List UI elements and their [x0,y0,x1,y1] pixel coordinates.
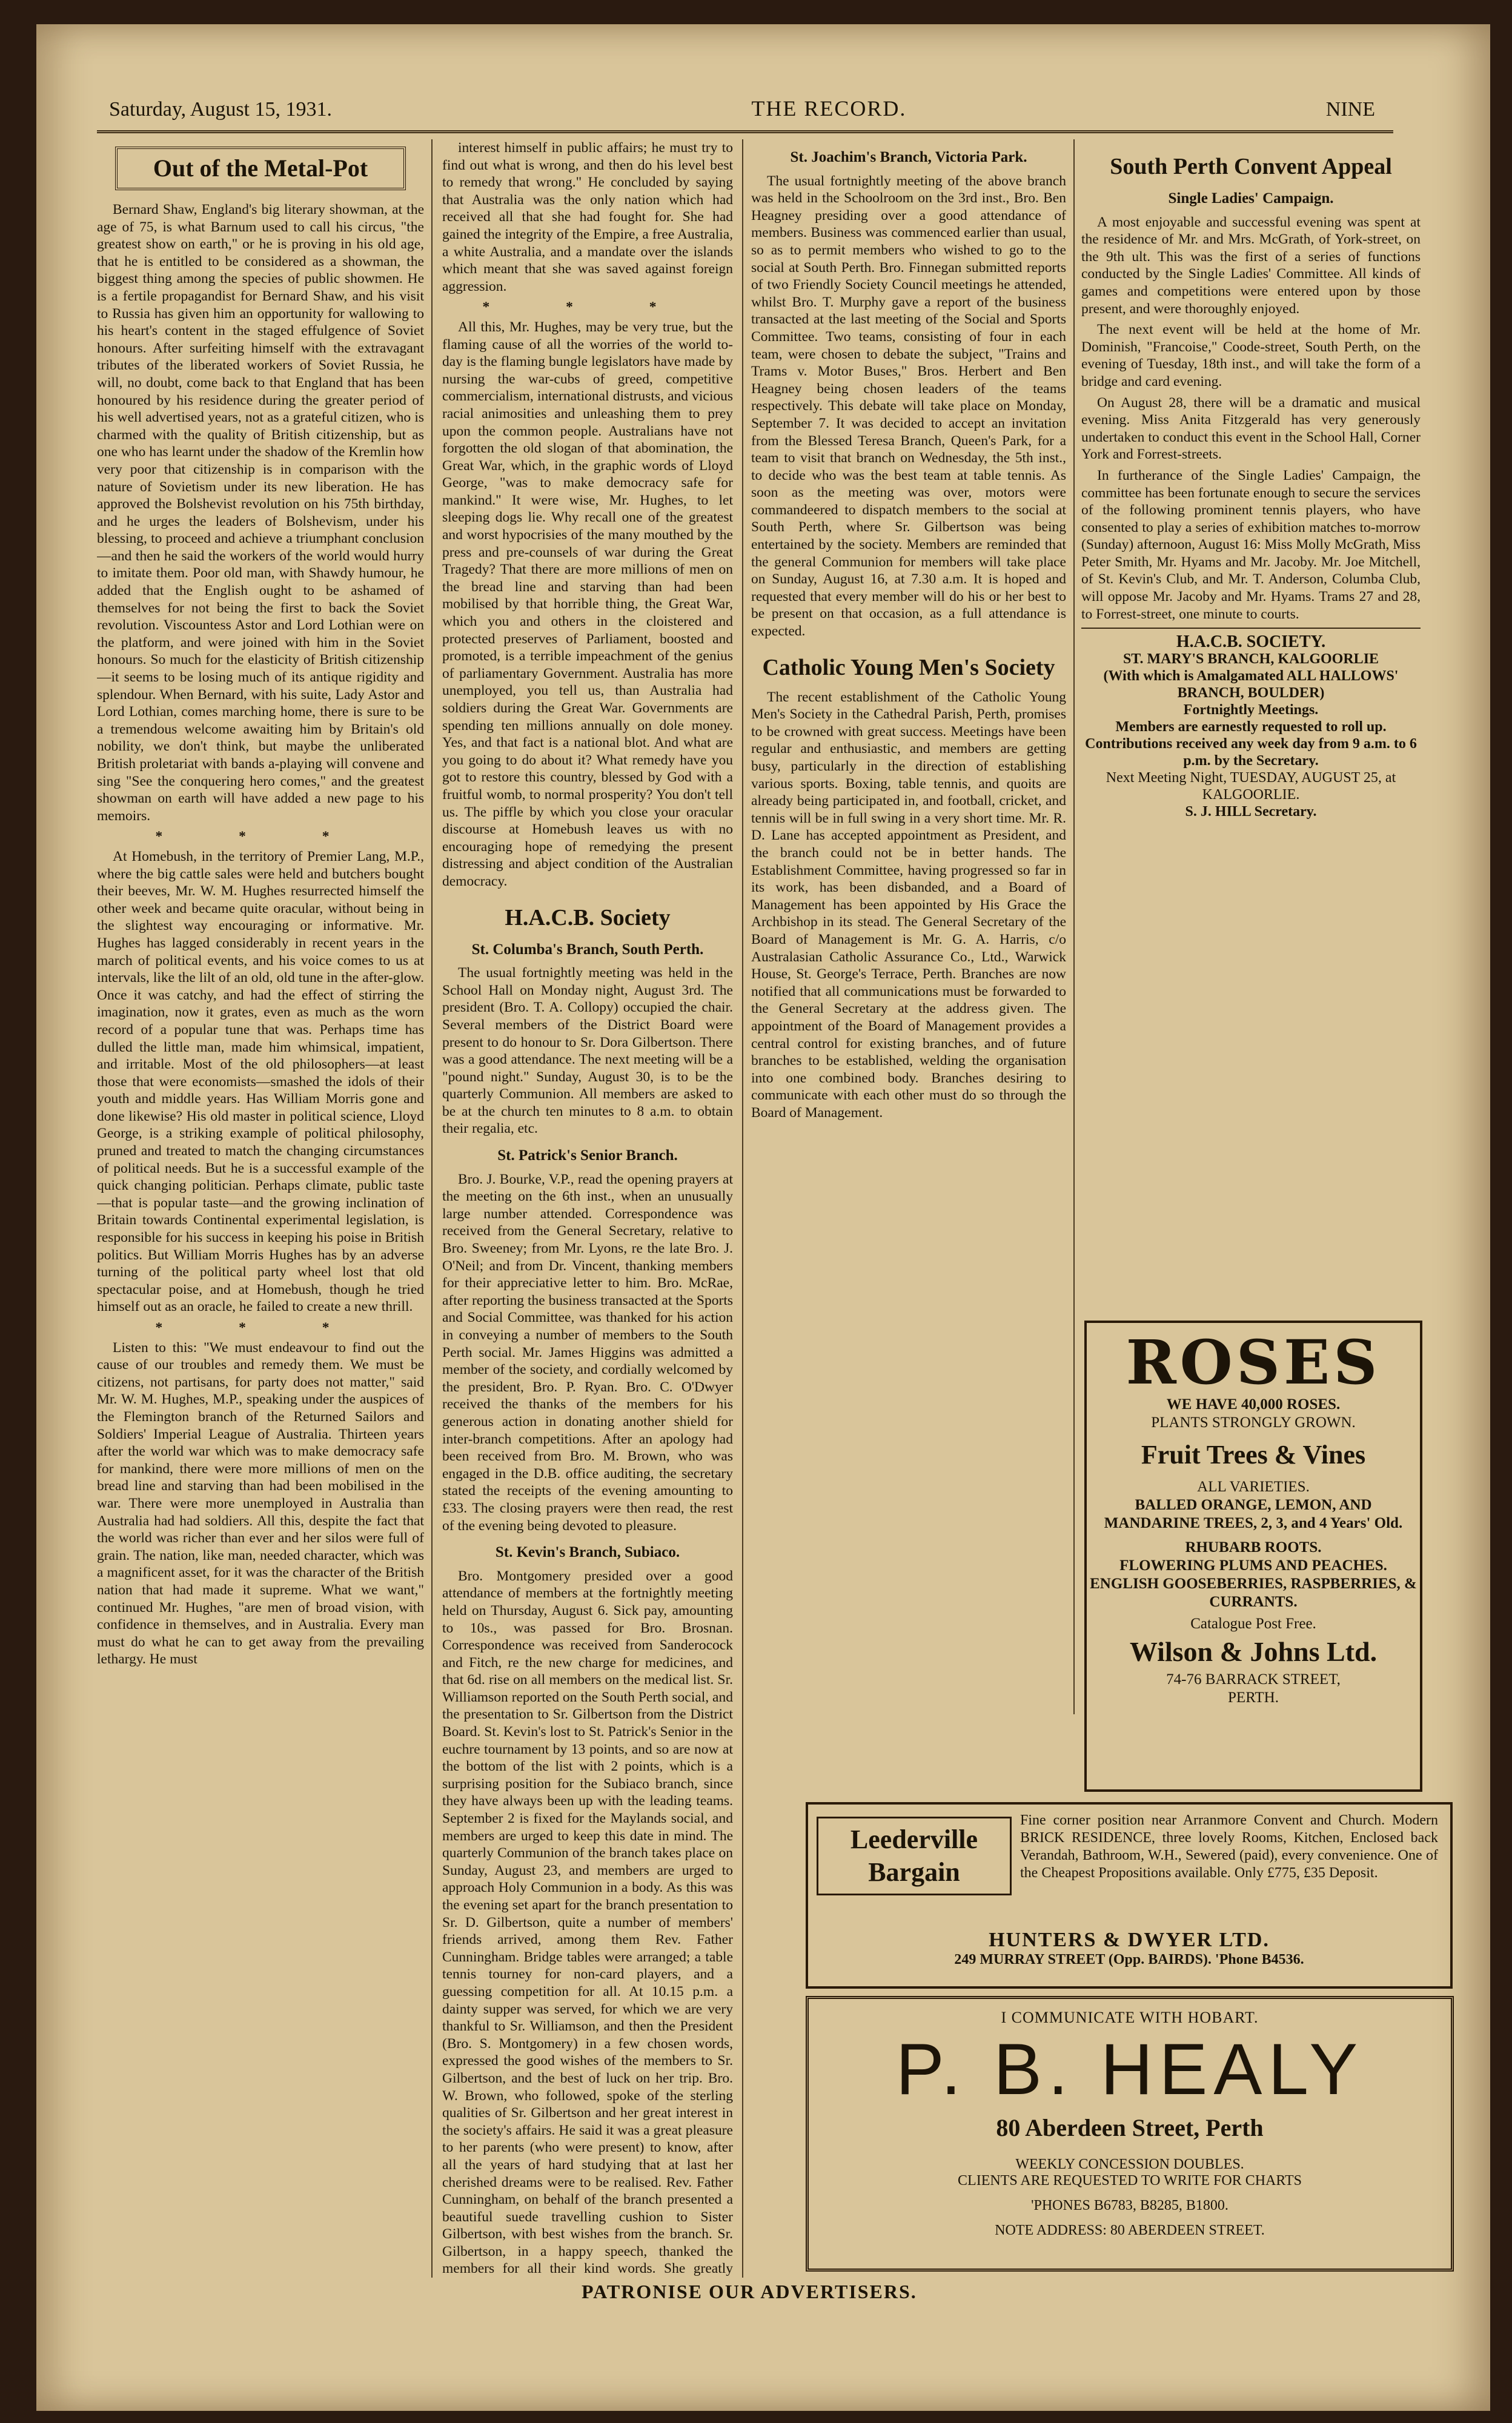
kalgoorlie-l4: Fortnightly Meetings. [1183,702,1319,718]
healy-l4: NOTE ADDRESS: 80 ABERDEEN STREET. [995,2222,1265,2238]
roses-l9: Catalogue Post Free. [1190,1616,1316,1632]
page-number: NINE [1325,98,1375,121]
healy-l2: CLIENTS ARE REQUESTED TO WRITE FOR CHARTS [958,2173,1302,2189]
kevin-text: Bro. Montgomery presided over a good attendance of members at the fortnightly meeting held on Thursday, August 6. Sick pay, amounting to 10s., was passed for Bro. Brosnan. Correspondence was received from Sanderocock and Fitch, re the new charge for medicines, and that 6d. rise on all members on the medical list. Sr. Williamson reported on the South Perth social, and the presentation to Sr. Gilbertson from the District Board. St. Kevin's lost to St. Patrick's Senior in the euchre tournament by 13 points, and so are now at the bottom of the list with 2 points, which is a surprising position for the Subiaco branch, since they have always been up with the leading teams. September 2 is fixed for the Maylands social, and members are urged to keep this date in mind. The quarterly Communion of the branch takes place on Sunday, August 23, and members are urged to approach Holy Communion in a body. As this was the evening set apart for the branch presentation to Sr. D. Gilbertson, quite a number of members' friends arrived, among them Rev. Father Cunningham. Bridge tables were arranged; a table tennis tourney for non-card players, and a guessing competition for all. At 10.15 p.m. a dainty supper was served, for which we are very thankful to Sr. Williamson, and then the President (Bro. S. Montgomery) in a few chosen words, expressed the good wishes of the members to Sr. Gilbertson, and the best of luck on her trip. Bro. W. Brown, who followed, spoke of the sterling qualities of Sr. Gilbertson and her great interest in the society's affairs. He said it was a great pleasure to her parents (who were present) to know, after all the years of hard studying that at last her cherished dreams were to be realised. Rev. Father Cunningham, on behalf of the branch presented a beautiful suede travelling cushion to Sister Gilbertson, with best wishes from the branch. Sr. Gilbertson, in a happy speech, thanked the members for all their kind words. She greatly [442,1568,733,2277]
joachim-heading: St. Joachim's Branch, Victoria Park. [790,149,1027,165]
metal-pot-para-4: interest himself in public affairs; he must try to find out what is wrong, and then do his level best to remedy that wrong." He concluded by saying that Australia was the only nation which had received all that she had fought for. She had gained the integrity of the Empire, a free Australia, a white Australia, and a mandate over the islands which meant that she was saved against foreign aggression. [442,140,733,294]
divider [1081,628,1421,629]
newspaper-page [36,24,1490,2411]
column-3 [751,139,1066,1714]
roses-l6: RHUBARB ROOTS. [1185,1539,1322,1556]
healy-top: I COMMUNICATE WITH HOBART. [1001,2009,1259,2026]
leederville-agent: HUNTERS & DWYER LTD. [989,1929,1270,1951]
roses-l10: Wilson & Johns Ltd. [1129,1636,1378,1667]
cyms-title: Catholic Young Men's Society [762,654,1055,680]
kalgoorlie-l2: ST. MARY'S BRANCH, KALGOORLIE [1122,651,1379,668]
healy-l1: WEEKLY CONCESSION DOUBLES. [1015,2156,1244,2172]
roses-l2: PLANTS STRONGLY GROWN. [1151,1414,1356,1431]
cyms-text: The recent establishment of the Catholic Young Men's Society in the Cathedral Parish, Perth, promises to be crowned with great success. Meetings have been regular and enthusiastic, and members are getting busy, particularly in the direction of establishing various sports. Boxing, table tennis, and quoits are already being participated in, and football, cricket, and tennis will be in full swing in a very short time. Mr. R. D. Lane has accepted appointment as President, and the branch could not be in better hands. The Establishment Committee, having progressed so far in its work, has been disbanded, and a Board of Management has been appointed by His Grace the Archbishop in its stead. The General Secretary of the Board of Management is Mr. G. A. Harris, c/o Australasian Catholic Assurance Co., Ltd., Warwick House, St. George's Terrace, Perth. Branches are now notified that all communications must be forwarded to the General Secretary at the address given. The appointment of the Board of Management provides a central control for existing branches, and of future branches to be established, welding the organisation into one combined body. Branches desiring to communicate with each other must do so through the Board of Management. [751,689,1066,1121]
convent-para-1: A most enjoyable and successful evening was spent at the residence of Mr. and Mrs. McGrath, of York-street, on the 9th ult. This was the first of a series of functions conducted by the Single Ladies' Committee. All kinds of games and competitions were entered upon by those present, and were thoroughly enjoyed. [1081,214,1421,317]
kalgoorlie-l7: Next Meeting Night, TUESDAY, AUGUST 25, at KALGOORLIE. [1106,770,1396,803]
patrick-text: Bro. J. Bourke, V.P., read the opening prayers at the meeting on the 6th inst., when an unusually large number attended. Correspondence was received from the General Secretary, relative to Bro. Sweeney; from Mr. Lyons, re the late Bro. J. O'Neil; and from Dr. Vincent, thanking members for their appreciative letter to him. Bro. McRae, after reporting the business transacted at the Sports and Social Committee, was thanked for his action in conveying a number of members to the South Perth social. Mr. James Higgins was admitted a member of the society, and cordially welcomed by the president, Bro. P. Ryan. Bro. C. O'Dwyer received the thanks of the members for his generous action in donating another shield for inter-branch competitions. After an apology had been received from Bro. M. Brown, who was engaged in the D.B. office auditing, the secretary stated the receipts of the evening amounting to £33. The closing prayers were then read, the rest of the evening being devoted to pleasure. [442,1171,733,1534]
metal-pot-para-1: Bernard Shaw, England's big literary showman, at the age of 75, is what Barnum used to call his circus, "the greatest show on earth," or he is proving in his old age, that he is entitled to be considered as a showman, the biggest thing among the species of public showmen. He is a fertile propagandist for Bernard Shaw, and his visit to Russia has given him an opportunity for wallowing to his heart's content in the staged effulgence of Soviet honours. After surfeiting himself with the extravagant tributes of the liberated workers of Soviet Russia, he will, no doubt, come back to that England that has been honoured by his residence during the greater period of his well advertised years, not as a grateful citizen, who is charmed with the quality of British citizenship, but as one who has learnt under the shadow of the Kremlin how very poor that citizenship is in comparison with the nature of Sovietism under its new liberation. He has approved the Bolshevist revolution on his 75th birthday, and he urges the leaders of Bolshevism, under his blessing, to proceed and achieve a triumphant conclusion—and then he said the workers of the world would hurry to imitate them. Poor old man, with Shawdy humour, he added that the English ought to be ashamed of themselves for not being the first to back the Soviet revolution. Viscountess Astor and Lord Lothian were on the platform, and were joined with him in the Soviet honours. So much for the elasticity of British citizenship—it seems to be losing much of its antique rigidity and splendour. When Bernard, with his suite, Lady Astor and Lord Lothian, comes marching home, there is sure to be a tremendous welcome awaiting him by Britain's old nobility, we don't think, but maybe the unliberated British proletariat with bands a-playing will convene and sing "See the conquering hero comes," and the greatest showman on earth will have added a new page to his memoirs. [97,202,424,824]
column-2 [442,139,733,2278]
kevin-heading: St. Kevin's Branch, Subiaco. [495,1544,680,1561]
roses-l5: BALLED ORANGE, LEMON, AND MANDARINE TREES, 2, 3, and 4 Years' Old. [1104,1497,1403,1531]
issue-date: Saturday, August 15, 1931. [109,98,333,121]
hacb-title: H.A.C.B. Society [505,904,671,930]
kalgoorlie-l3: (With which is Amalgamated ALL HALLOWS' BRANCH, BOULDER) [1103,668,1399,701]
leederville-title: Leederville Bargain [817,1817,1012,1895]
roses-l11: 74-76 BARRACK STREET, [1166,1671,1341,1688]
column-1 [97,139,424,2278]
column-rule [1073,139,1075,1714]
roses-l12: PERTH. [1228,1689,1279,1706]
roses-ad [1084,1321,1422,1792]
kalgoorlie-l8: S. J. HILL Secretary. [1185,804,1317,820]
page-footer: PATRONISE OUR ADVERTISERS. [582,2281,917,2302]
healy-l3: 'PHONES B6783, B8285, B1800. [1031,2198,1228,2213]
kalgoorlie-l1: H.A.C.B. SOCIETY. [1176,632,1326,652]
leederville-agent-block [820,1929,1438,1968]
header-rule [97,130,1393,133]
patrick-heading: St. Patrick's Senior Branch. [497,1147,678,1164]
healy-address: 80 Aberdeen Street, Perth [996,2114,1264,2141]
convent-para-3: On August 28, there will be a dramatic and musical evening. Miss Anita Fitzgerald has very generously undertaken to conduct this event in the School Hall, Corner York and Forrest-streets. [1081,394,1421,463]
section-stars: * * * [482,299,693,316]
kalgoorlie-l5: Members are earnestly requested to roll up. [1115,719,1387,735]
leederville-ad [806,1802,1453,1989]
section-stars: * * * [155,829,366,845]
healy-ad [806,1996,1454,2272]
convent-para-4: In furtherance of the Single Ladies' Campaign, the committee has been fortunate enough to secure the services of the following prominent tennis players, who have consented to play a series of exhibition matches to-morrow (Sunday) afternoon, August 16: Miss Molly McGrath, Miss Peter Smith, Mr. Hyams and Mr. Jacoby. Mr. Joe Mitchell, of St. Kevin's Club, and Mr. T. Anderson, Columba Club, will oppose Mr. Jacoby and Mr. Hyams. Trams 27 and 28, to Forrest-street, one minute to courts. [1081,467,1421,622]
roses-l3: Fruit Trees & Vines [1141,1440,1366,1470]
convent-subtitle: Single Ladies' Campaign. [1168,190,1334,207]
section-stars: * * * [155,1320,366,1336]
roses-l4: ALL VARIETIES. [1197,1479,1310,1495]
metal-pot-title: Out of the Metal-Pot [115,147,406,190]
metal-pot-para-2: At Homebush, in the territory of Premier Lang, M.P., where the big cattle sales were held and butchers bought their beeves, Mr. W. M. Hughes resurrected himself the other week and became quite oracular, without being in the slightest way encouraging or informative. Mr. Hughes has lagged considerably in recent years in the march of political events, and his voice comes to us at intervals, like the lilt of an old, old tune in the after-glow. Once it was catchy, and had the effect of stirring the imagination, now it grates, even as much as the worn record of a popular tune that was. Perhaps time has dulled the little man, made him whimsical, impatient, and irritable. Most of the old philosophers—at least those that were economists—smashed the idols of their youth and middle years. Has William Morris gone and done likewise? His old master in political science, Lloyd George, is a striking example of political philosophy, pruned and treated to match the changing circumstances of political needs. But he is a successful example of the quick changing politician. Perhaps climate, public taste—that is popular taste—and the growing inclination of Britain towards Continental experimental legislation, is responsible for his success in keeping his poise in British politics. But William Morris Hughes has by an adverse turning of the political party wheel lost that old spectacular poise, and at Homebush, though he tried himself out as an oracle, he failed to create a new thrill. [97,848,424,1315]
healy-name: P. B. HEALY [895,2029,1364,2110]
roses-title: ROSES [1126,1327,1381,1398]
metal-pot-para-5: All this, Mr. Hughes, may be very true, but the flaming cause of all the worries of the world to-day is the flaming bungle legislators have made by nursing the war-cubs of greed, competitive commercialism, international distrusts, and vicious racial animosities and unleashing them to prey upon the common people. Australians have not forgotten the old slogan of that abomination, the Great War, which, in the graphic words of Lloyd George, "was to make democracy safe for mankind." It were wise, Mr. Hughes, to let sleeping dogs lie. Why recall one of the greatest and worst hypocrisies of the many mouthed by the press and pre-counsels of war during the Great Tragedy? That there are more millions of men on the bread line and starving than had been mobilised by that horrible thing, the Great War, which you and others in the cloistered and protected preserves of Parliament, boosted and promoted, is a terrible impeachment of the genius of parliamentary Government. Australia has more unemployed, you tell us, than Australia had soldiers during the Great War. Governments are spending ten millions annually on dole money. Yes, and that fact is a national blot. And what are you going to do about it? What remedy have you got to restore this country, blessed by God with a fruitful womb, to normal prosperity? You don't tell us. The piffle by which you close your oracular discourse at Homebush leaves us with no encouraging hope of remedying the present distressing and abject condition of the Australian democracy. [442,319,733,889]
roses-l8: ENGLISH GOOSEBERRIES, RASPBERRIES, & CURRANTS. [1090,1576,1417,1610]
columba-text: The usual fortnightly meeting was held in the School Hall on Monday night, August 3rd. The president (Bro. T. A. Collopy) occupied the chair. Several members of the District Board were present to do honour to Sr. Dora Gilbertson. There was a good attendance. The next meeting will be a "pound night." Sunday, August 30, is to be the quarterly Communion. All members are asked to be at the church ten minutes to 8 a.m. to obtain their regalia, etc. [442,965,733,1137]
convent-title: South Perth Convent Appeal [1110,154,1392,179]
convent-para-2: The next event will be held at the home of Mr. Dominish, "Francoise," Coode-street, South Perth, on the evening of Tuesday, 18th inst., and will take the form of a bridge and card evening. [1081,322,1421,389]
kalgoorlie-l6: Contributions received any week day from 9 a.m. to 6 p.m. by the Secretary. [1085,736,1417,769]
column-rule [742,139,743,2278]
roses-l7: FLOWERING PLUMS AND PEACHES. [1119,1557,1387,1574]
joachim-text: The usual fortnightly meeting of the above branch was held in the Schoolroom on the 3rd inst., Bro. Ben Heagney presiding over a good attendance of members. Business was commenced earlier than usual, so as to permit members who wished to go to the social at South Perth. Bro. Finnegan submitted reports of two Friendly Society Council meetings he attended, whilst Bro. T. Murphy gave a report of the business transacted at the last meeting of the Social and Sports Committee. Two teams, consisting of four in each team, were chosen to debate the subject, "Trains and Trams v. Motor Buses," Bros. Herbert and Ben Heagney being chosen leaders of the teams respectively. This debate will take place on Monday, September 7. It was decided to accept an invitation from the Blessed Teresa Branch, Queen's Park, for a team to visit that branch on Wednesday, the 5th inst., to decide who was the best team at table tennis. As soon as the meeting was over, motors were commandeered to dispatch members to the social at South Perth, where Sr. Gilbertson was being entertained by the society. Members are reminded that the general Communion for members will take place on Sunday, August 16, at 7.30 a.m. It is hoped and requested that every member will do his or her best to be present on that occasion, as a full attendance is expected. [751,173,1066,640]
kalgoorlie-notice [1081,634,1421,820]
column-rule [431,139,433,2278]
roses-l1: WE HAVE 40,000 ROSES. [1166,1396,1341,1413]
page-header [109,85,1375,121]
leederville-desc: Fine corner position near Arranmore Convent and Church. Modern BRICK RESIDENCE, three lovely Rooms, Kitchen, Enclosed back Verandah, Bathroom, W.H., Sewered (paid), every convenience. One of the Cheapest Propositions available. Only £775, £35 Deposit. [1020,1812,1438,1881]
metal-pot-para-3: Listen to this: "We must endeavour to find out the cause of our troubles and remedy them. We must be citizens, not partisans, for party does not matter," said Mr. W. M. Hughes, M.P., speaking under the auspices of the Flemington branch of the Returned Sailors and Soldiers' Imperial League of Australia. Thirteen years after the world war which was to make democracy safe for mankind, there were more millions of men on the bread line and starving than had been mobilised in the war. There were more unemployed in Australia than Australia had had soldiers. All this, despite the fact that the world was richer than ever and her silos were full of grain. The nation, like man, needed character, which was a magnificent asset, for it was the character of the British nation that had made it supreme. What we want," continued Mr. Hughes, "are men of broad vision, with confidence in themselves, and in Australia. Every man must do what he can to get away from the prevailing lethargy. He must [97,1339,424,1668]
columba-heading: St. Columba's Branch, South Perth. [471,941,704,958]
masthead: THE RECORD. [751,96,907,121]
leederville-address: 249 MURRAY STREET (Opp. BAIRDS). 'Phone B4536. [954,1952,1304,1967]
